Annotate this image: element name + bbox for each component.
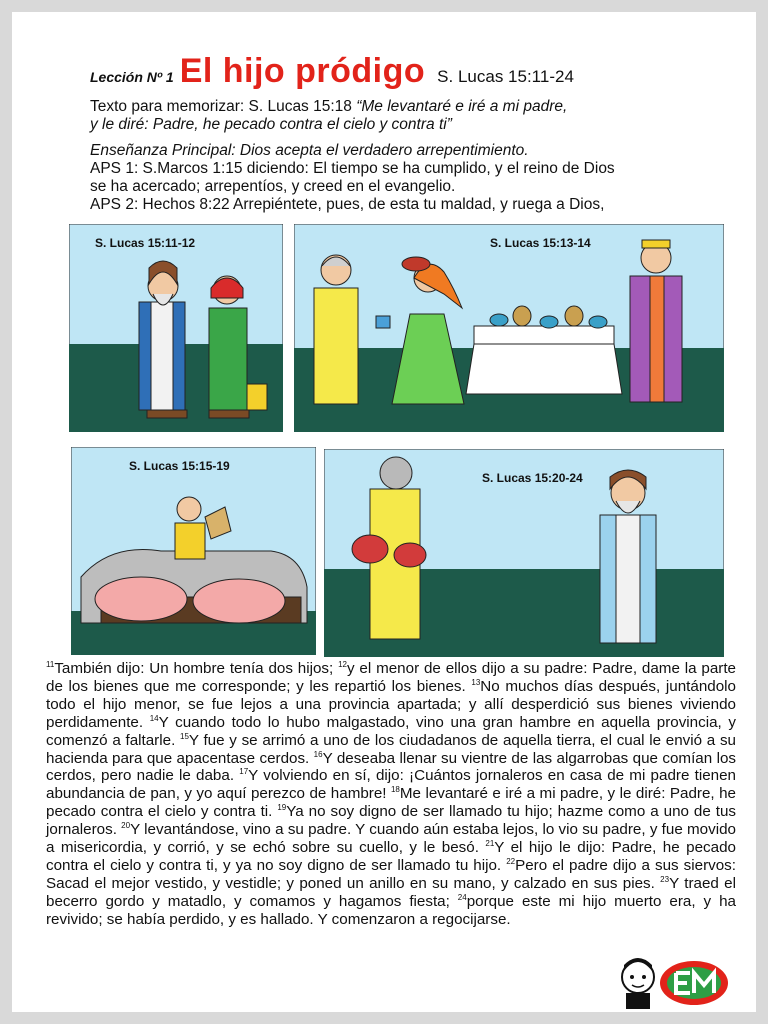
verse-text: Y cuando todo lo hubo malgastado, vino una gran hambre en aquella provincia, y comenzó a faltarle. xyxy=(46,713,736,749)
illustration-panel-1 xyxy=(69,224,283,432)
main-teaching: Enseñanza Principal: Dios acepta el verdadero arrepentimiento. xyxy=(90,142,529,159)
illustration-panel-2 xyxy=(294,224,724,432)
verse-text: Pero el padre dijo a sus siervos: Sacad el mejor vestido, y vestidle; y poned un anillo en su mano, y calzado en sus pies. xyxy=(46,856,736,892)
lesson-header xyxy=(90,52,730,214)
verse-number: 20 xyxy=(121,821,131,831)
father-dividing-inheritance-illustration xyxy=(69,224,283,432)
lesson-number: Lección Nº 1 xyxy=(90,69,174,85)
verse-text: Y el hijo le dijo: Padre, he pecado contra el cielo y contra ti, y ya no soy digno de ser llamado tu hijo. xyxy=(46,839,736,874)
aps1-line2: se ha acercado; arrepentíos, y creed en el evangelio. xyxy=(90,178,456,195)
verse-number: 15 xyxy=(180,731,189,741)
verse-text: No muchos días después, juntándolo todo el hijo menor, se fue lejos a una provincia apartada; y allí desperdició sus bienes viviendo perdidamente. xyxy=(46,677,736,731)
verse-number: 21 xyxy=(485,839,495,848)
verse-number: 19 xyxy=(277,803,287,813)
illustration-panel-3 xyxy=(71,447,316,655)
verse-number: 18 xyxy=(390,785,400,795)
verse-number: 14 xyxy=(149,713,159,723)
verse-number: 16 xyxy=(313,749,323,759)
title-line xyxy=(90,52,730,98)
verse-text: Ya no soy digno de ser llamado tu hijo; hazme como a uno de tus jornaleros. xyxy=(46,803,737,839)
lesson-page xyxy=(12,12,756,1012)
verse-text: Y levantándose, vino a su padre. Y cuando aún estaba lejos, lo vio su padre, y fue movido a misericordia, y corrió, y se echó sobre su cuello, y le besó. xyxy=(46,821,736,857)
publisher-logo xyxy=(612,947,732,1011)
verse-text: Me levantaré e iré a mi padre, y le diré: Padre, he pecado contra el cielo y contra ti. xyxy=(46,785,736,821)
verse-text: Y fue y se arrimó a uno de los ciudadanos de aquella tierra, el cual le envió a su hacienda para que apacentase cerdos. xyxy=(46,731,736,767)
panel-1-caption: S. Lucas 15:11-12 xyxy=(95,236,196,250)
panel-4-caption: S. Lucas 15:20-24 xyxy=(482,471,583,485)
verse-number: 11 xyxy=(46,659,55,669)
verse-text: Y deseaba llenar su vientre de las algarrobas que comían los cerdos, pero nadie le daba. xyxy=(46,749,736,785)
son-feeding-pigs-illustration xyxy=(71,447,316,655)
memorize-quote-1: “Me levantaré e iré a mi padre, xyxy=(356,98,568,115)
lesson-reference: S. Lucas 15:11-24 xyxy=(437,67,574,86)
son-wasting-inheritance-illustration xyxy=(294,224,724,432)
verse-number: 24 xyxy=(457,892,467,902)
aps1-line1: APS 1: S.Marcos 1:15 diciendo: El tiempo se ha cumplido, y el reino de Dios xyxy=(90,160,615,177)
panel-3-caption: S. Lucas 15:15-19 xyxy=(129,459,230,473)
verse-number: 22 xyxy=(506,856,516,866)
lesson-title: El hijo pródigo xyxy=(179,52,426,90)
verse-number: 12 xyxy=(338,659,347,669)
verse-text: y el menor de ellos dijo a su padre: Padre, dame la parte de los bienes que me corresponde; y les repartió los bienes. xyxy=(46,660,736,695)
memorize-prefix: Texto para memorizar: S. Lucas 15:18 xyxy=(90,98,352,115)
verse-text: Y traed el becerro gordo y matadlo, y comamos y hagamos fiesta; xyxy=(46,874,736,910)
verse-number: 23 xyxy=(660,874,670,884)
verse-number: 17 xyxy=(239,767,249,777)
memorize-quote-2: y le diré: Padre, he pecado contra el cielo y contra ti” xyxy=(90,116,452,133)
verse-text: porque este mi hijo muerto era, y ha revivido; se había perdido, y es hallado. Y comenzaron a regocijarse. xyxy=(46,892,736,928)
panel-2-caption: S. Lucas 15:13-14 xyxy=(490,236,591,250)
verse-text: Y volviendo en sí, dijo: ¡Cuántos jornaleros en casa de mi padre tienen abundancia de pan, y yo aquí perezco de hambre! xyxy=(46,767,736,803)
memorize-line xyxy=(90,98,730,116)
verse-text: También dijo: Un hombre tenía dos hijos; xyxy=(54,660,339,677)
verse-number: 13 xyxy=(471,677,481,687)
illustration-panel-4 xyxy=(324,449,724,657)
aps2-line: APS 2: Hechos 8:22 Arrepiéntete, pues, de esta tu maldad, y ruega a Dios, xyxy=(90,196,605,213)
bible-passage xyxy=(46,660,736,929)
